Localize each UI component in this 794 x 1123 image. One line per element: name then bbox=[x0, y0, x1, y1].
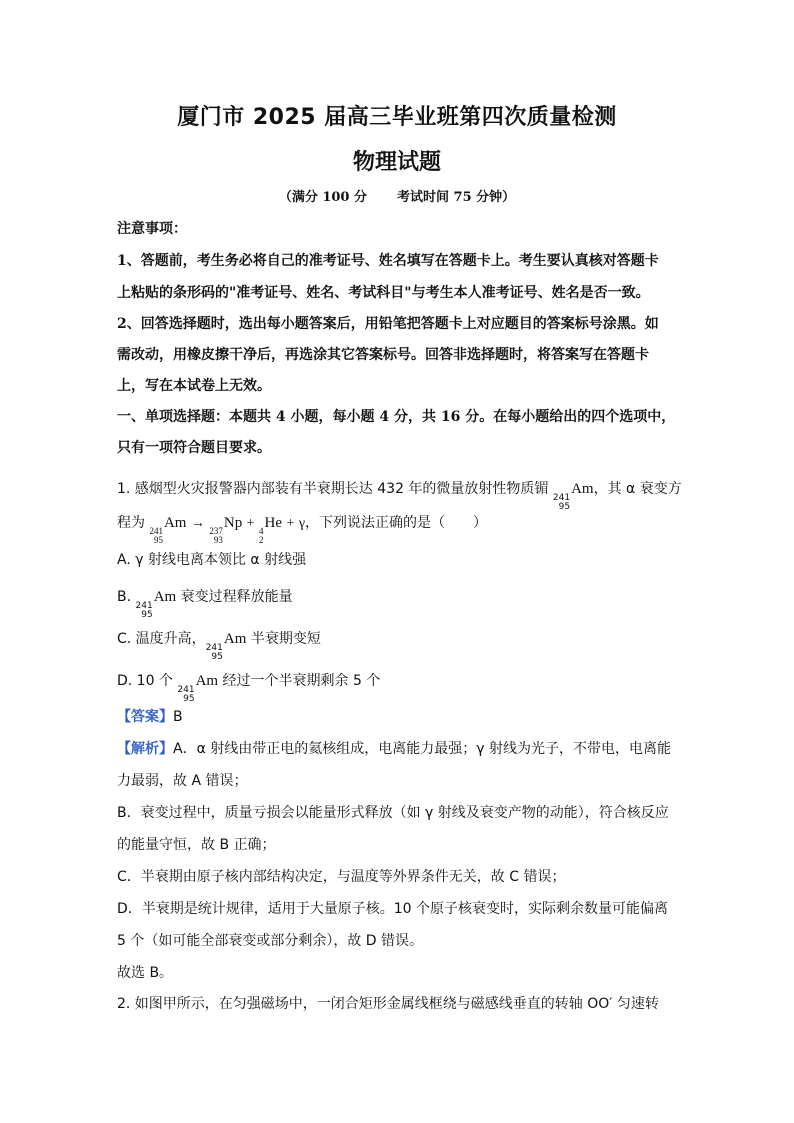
section1-line2: 只有一项符合题目要求。 bbox=[117, 440, 271, 456]
q1-analysis-d1: D．半衰期是统计规律，适用于大量原子核。10 个原子核衰变时，实际剩余数量可能偏离 bbox=[117, 901, 669, 917]
q1-stem-line1 bbox=[117, 478, 682, 512]
q1-option-a: A. γ 射线电离本领比 α 射线强 bbox=[117, 552, 307, 568]
q1-stem-text-b: ，其 α 衰变方 bbox=[593, 481, 682, 497]
q2-stem: 2. 如图甲所示，在匀强磁场中，一闭合矩形金属线框绕与磁感线垂直的转轴 OO′ 匀速转 bbox=[117, 996, 659, 1012]
eq-np-mass: 237 bbox=[209, 526, 223, 536]
q1-stem-line2 bbox=[117, 512, 487, 545]
notice-item1-line1: 1、答题前，考生务必将自己的准考证号、姓名填写在答题卡上。考生要认真核对答题卡 bbox=[117, 253, 659, 269]
eq-am-mass: 241 bbox=[149, 526, 163, 536]
exam-title: 厦门市 2025 届高三毕业班第四次质量检测 bbox=[177, 105, 617, 130]
nuclide-mass: 241 bbox=[552, 493, 571, 503]
exam-subject: 物理试题 bbox=[352, 150, 441, 175]
eq-plus: + bbox=[246, 516, 255, 531]
q1-analysis-b1: B．衰变过程中，质量亏损会以能量形式释放（如 γ 射线及衰变产物的动能），符合核反应 bbox=[117, 805, 669, 821]
eq-he-atomic: 2 bbox=[259, 535, 264, 545]
notice-heading: 注意事项： bbox=[117, 221, 187, 237]
q1-option-b-label: B. bbox=[117, 589, 132, 605]
q1-option-b-text: 衰变过程释放能量 bbox=[180, 589, 293, 605]
answer-label: 【答案】 bbox=[117, 709, 173, 725]
nuclide-mass: 241 bbox=[205, 643, 223, 653]
nuclide-atomic: 95 bbox=[211, 652, 223, 662]
analysis-label: 【解析】 bbox=[117, 741, 173, 757]
section1-line1: 一、单项选择题：本题共 4 小题，每小题 4 分，共 16 分。在每小题给出的四个选项中， bbox=[117, 409, 676, 425]
eq-am-symbol: Am bbox=[163, 515, 187, 531]
nuclide-mass: 241 bbox=[135, 601, 153, 611]
answer-value: B bbox=[173, 709, 183, 725]
eq-plus: + bbox=[286, 516, 295, 531]
nuclide-symbol: Am bbox=[223, 631, 247, 647]
analysis-a-text: A．α 射线由带正电的氦核组成，电离能力最强；γ 射线为光子，不带电，电离能 bbox=[173, 741, 671, 757]
q1-answer bbox=[117, 706, 183, 726]
q1-option-d bbox=[117, 670, 380, 704]
eq-np-atomic: 93 bbox=[213, 535, 223, 545]
q1-stem-text-c: 程为 bbox=[117, 515, 145, 531]
q1-option-c-label: C. 温度升高， bbox=[117, 631, 206, 647]
exam-meta bbox=[0, 186, 794, 205]
nuclide-symbol: Am bbox=[195, 673, 219, 689]
q1-conclusion: 故选 B。 bbox=[117, 965, 174, 981]
exam-meta-score: （满分 100 分 bbox=[278, 190, 368, 205]
nuclide-symbol: Am bbox=[153, 589, 177, 605]
nuclide-mass: 241 bbox=[177, 685, 195, 695]
q1-analysis-c: C．半衰期由原子核内部结构决定，与温度等外界条件无关，故 C 错误； bbox=[117, 869, 566, 885]
notice-item2-line2: 需改动，用橡皮擦干净后，再选涂其它答案标号。回答非选择题时，将答案写在答题卡 bbox=[117, 347, 649, 363]
eq-gamma: γ bbox=[298, 516, 306, 531]
notice-item1-line2: 上粘贴的条形码的"准考证号、姓名、考试科目"与考生本人准考证号、姓名是否一致。 bbox=[117, 285, 650, 301]
eq-he-symbol: He bbox=[264, 515, 283, 531]
decay-equation bbox=[149, 515, 305, 545]
q1-option-d-label: D. 10 个 bbox=[117, 673, 173, 689]
nuclide-am241 bbox=[553, 481, 594, 512]
q1-option-b bbox=[117, 586, 293, 620]
q1-option-c-text: 半衰期变短 bbox=[250, 631, 321, 647]
exam-meta-time: 考试时间 75 分钟） bbox=[397, 190, 516, 205]
q1-analysis-a1 bbox=[117, 738, 671, 758]
nuclide-symbol: Am bbox=[571, 481, 594, 497]
q1-analysis-b2: 的能量守恒，故 B 正确； bbox=[117, 837, 276, 853]
eq-np-symbol: Np bbox=[223, 515, 243, 531]
q1-stem-text-a: 1. 感烟型火灾报警器内部装有半衰期长达 432 年的微量放射性物质镅 bbox=[117, 481, 549, 497]
q1-stem-text-d: ，下列说法正确的是（ ） bbox=[305, 515, 488, 531]
q1-option-d-text: 经过一个半衰期剩余 5 个 bbox=[222, 673, 381, 689]
q1-option-c bbox=[117, 628, 321, 662]
nuclide-atomic: 95 bbox=[141, 610, 153, 620]
nuclide-atomic: 95 bbox=[183, 694, 195, 704]
nuclide-atomic: 95 bbox=[558, 502, 571, 512]
eq-he-mass: 4 bbox=[259, 526, 264, 536]
q1-analysis-a2: 力最弱，故 A 错误； bbox=[117, 773, 248, 789]
eq-am-atomic: 95 bbox=[153, 535, 163, 545]
notice-item2-line1: 2、回答选择题时，选出每小题答案后，用铅笔把答题卡上对应题目的答案标号涂黑。如 bbox=[117, 316, 659, 332]
notice-item2-line3: 上，写在本试卷上无效。 bbox=[117, 378, 271, 394]
eq-arrow: → bbox=[190, 516, 205, 531]
q1-analysis-d2: 5 个（如可能全部衰变或部分剩余），故 D 错误。 bbox=[117, 933, 424, 949]
